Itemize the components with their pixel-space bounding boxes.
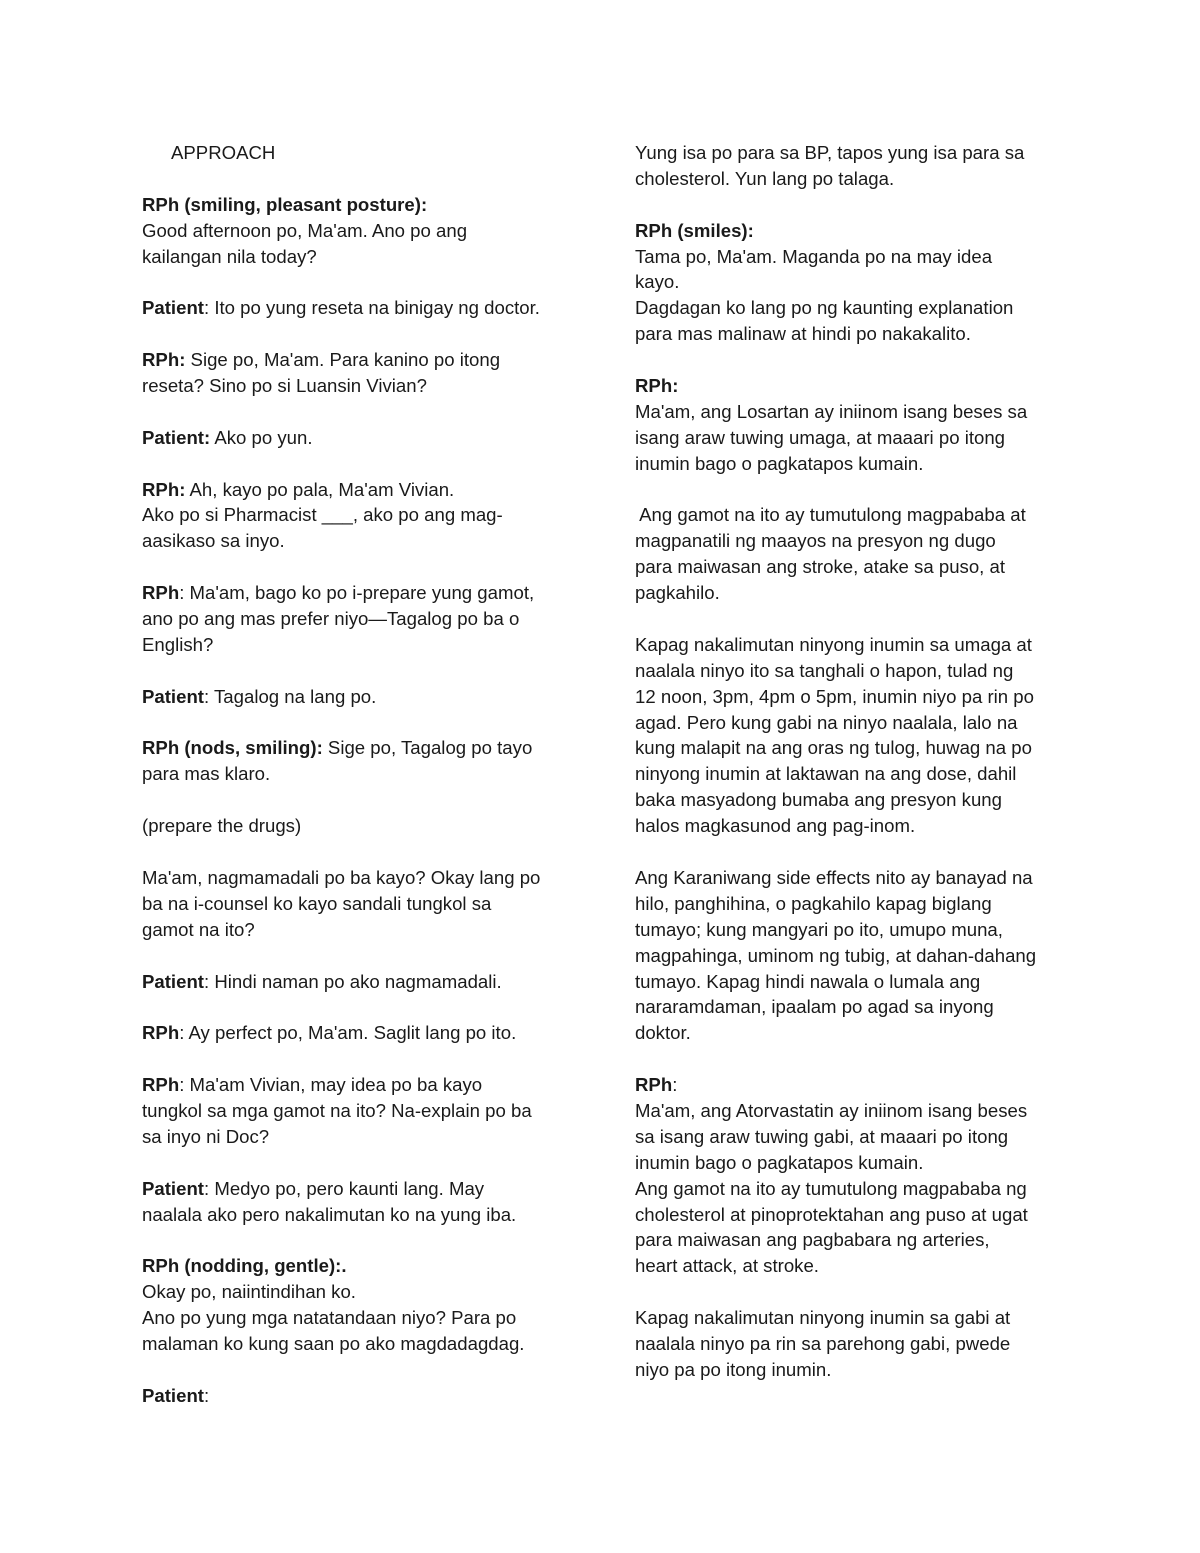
dialogue-line: kung malapit na ang oras ng tulog, huwag na po: [635, 737, 1032, 759]
dialogue-line: Yung isa po para sa BP, tapos yung isa para sa: [635, 142, 1025, 163]
dialogue-line: niyo pa po itong inumin.: [635, 1358, 832, 1380]
dialogue-line: Okay po, naiintindihan ko.: [142, 1281, 356, 1303]
speaker-label: RPh (nodding, gentle):.: [142, 1255, 347, 1277]
dialogue-block: [142, 477, 582, 555]
dialogue-line: malaman ko kung saan po ako magdadagdag.: [142, 1332, 525, 1354]
dialogue-block: [142, 347, 582, 399]
dialogue-line: pagkahilo.: [635, 582, 720, 604]
dialogue-line: Ma'am, ang Losartan ay iniinom isang beses sa: [635, 400, 1028, 422]
dialogue-line: ba na i-counsel ko kayo sandali tungkol sa: [142, 892, 492, 914]
dialogue-block: [635, 502, 1070, 606]
dialogue-line: tumayo; kung mangyari po ito, umupo muna,: [635, 918, 1003, 940]
speaker-label: RPh: [142, 1074, 180, 1096]
dialogue-line: cholesterol at pinoprotektahan ang puso at ugat: [635, 1203, 1028, 1225]
dialogue-block: [142, 295, 582, 321]
dialogue-line: para mas malinaw at hindi po nakakalito.: [635, 323, 971, 345]
dialogue-line: Ako po si Pharmacist ___, ako po ang mag-: [142, 504, 503, 526]
dialogue-block: [142, 1072, 582, 1150]
speaker-label: RPh: [635, 1074, 673, 1096]
dialogue-line: agad. Pero kung gabi na ninyo naalala, lalo na: [635, 711, 1018, 733]
dialogue-line: :: [672, 1074, 678, 1096]
dialogue-line: gamot na ito?: [142, 918, 255, 940]
dialogue-line: para mas klaro.: [142, 763, 271, 785]
dialogue-line: magpahinga, uminom ng tubig, at dahan-dahang: [635, 944, 1037, 966]
left-column: [142, 140, 582, 1409]
dialogue-line: Dagdagan ko lang po ng kaunting explanation: [635, 297, 1014, 319]
dialogue-line: hilo, panghihina, o pagkahilo kapag biglang: [635, 892, 992, 914]
dialogue-line: isang araw tuwing umaga, at maaari po itong: [635, 426, 1006, 448]
dialogue-block: [142, 735, 582, 787]
speaker-label: RPh: [142, 582, 180, 604]
dialogue-line: sa inyo ni Doc?: [142, 1125, 270, 1147]
speaker-label: RPh:: [142, 478, 186, 500]
dialogue-block: [635, 1305, 1070, 1383]
dialogue-line: sa isang araw tuwing gabi, at maaari po itong: [635, 1125, 1009, 1147]
dialogue-block: [635, 1072, 1070, 1279]
dialogue-block: [142, 1020, 582, 1046]
dialogue-line: : Ay perfect po, Ma'am. Saglit lang po ito.: [179, 1022, 517, 1044]
dialogue-block: [635, 632, 1070, 839]
dialogue-line: : Tagalog na lang po.: [204, 685, 377, 707]
speaker-label: RPh (smiles):: [635, 219, 754, 241]
dialogue-line: Ang gamot na ito ay tumutulong magpababa ng: [635, 1177, 1027, 1199]
dialogue-line: Ang gamot na ito ay tumutulong magpababa at: [635, 504, 1026, 526]
dialogue-block: [142, 580, 582, 658]
dialogue-line: : Ma'am, bago ko po i-prepare yung gamot,: [179, 582, 535, 604]
speaker-label: Patient: [142, 685, 204, 707]
dialogue-line: kailangan nila today?: [142, 245, 317, 267]
dialogue-line: naalala ninyo pa rin sa parehong gabi, pwede: [635, 1332, 1011, 1354]
dialogue-line: nararamdaman, ipaalam po agad sa inyong: [635, 996, 994, 1018]
dialogue-block: [142, 192, 582, 270]
dialogue-line: magpanatili ng maayos na presyon ng dugo: [635, 530, 996, 552]
speaker-label: Patient: [142, 1177, 204, 1199]
dialogue-line: para maiwasan ang stroke, atake sa puso, at: [635, 556, 1006, 578]
dialogue-line: Ano po yung mga natatandaan niyo? Para po: [142, 1307, 517, 1329]
dialogue-line: Sige po, Tagalog po tayo: [322, 737, 533, 759]
speaker-label: RPh:: [142, 349, 186, 371]
dialogue-line: ano po ang mas prefer niyo—Tagalog po ba o: [142, 608, 520, 630]
dialogue-block: [635, 218, 1070, 347]
dialogue-line: (prepare the drugs): [142, 815, 302, 837]
dialogue-line: ninyong inumin at laktawan na ang dose, dahil: [635, 763, 1017, 785]
dialogue-block: [142, 865, 582, 943]
dialogue-block: [142, 1253, 582, 1357]
dialogue-line: cholesterol. Yun lang po talaga.: [635, 167, 895, 189]
dialogue-line: 12 noon, 3pm, 4pm o 5pm, inumin niyo pa rin po: [635, 685, 1034, 707]
dialogue-line: English?: [142, 633, 214, 655]
dialogue-line: Ma'am, nagmamadali po ba kayo? Okay lang po: [142, 866, 541, 888]
dialogue-line: Ma'am, ang Atorvastatin ay iniinom isang beses: [635, 1099, 1028, 1121]
dialogue-line: Kapag nakalimutan ninyong inumin sa umaga at: [635, 633, 1032, 655]
speaker-label: Patient: [142, 970, 204, 992]
speaker-label: Patient:: [142, 426, 211, 448]
dialogue-line: Good afternoon po, Ma'am. Ano po ang: [142, 219, 468, 241]
speaker-label: Patient: [142, 1384, 204, 1406]
right-column: [635, 140, 1070, 1383]
dialogue-line: naalala ako pero nakalimutan ko na yung iba.: [142, 1203, 517, 1225]
dialogue-line: doktor.: [635, 1022, 691, 1044]
dialogue-line: :: [204, 1384, 210, 1406]
dialogue-line: reseta? Sino po si Luansin Vivian?: [142, 375, 427, 397]
dialogue-block: [142, 1176, 582, 1228]
dialogue-line: para maiwasan ang pagbabara ng arteries,: [635, 1229, 990, 1251]
dialogue-line: : Medyo po, pero kaunti lang. May: [204, 1177, 485, 1199]
dialogue-line: aasikaso sa inyo.: [142, 530, 285, 552]
dialogue-line: : Ito po yung reseta na binigay ng doctor.: [204, 297, 540, 319]
dialogue-block: [635, 865, 1070, 1046]
speaker-label: Patient: [142, 297, 204, 319]
speaker-label: RPh (smiling, pleasant posture):: [142, 193, 428, 215]
dialogue-block: [142, 969, 582, 995]
dialogue-line: kayo.: [635, 271, 680, 293]
dialogue-block: [635, 373, 1070, 477]
section-heading: APPROACH: [171, 142, 276, 163]
dialogue-line: tumayo. Kapag hindi nawala o lumala ang: [635, 970, 981, 992]
dialogue-line: inumin bago o pagkatapos kumain.: [635, 452, 924, 474]
dialogue-block: [142, 684, 582, 710]
speaker-label: RPh (nods, smiling):: [142, 737, 323, 759]
dialogue-line: tungkol sa mga gamot na ito? Na-explain po ba: [142, 1099, 532, 1121]
dialogue-line: Ang Karaniwang side effects nito ay banayad na: [635, 866, 1033, 888]
dialogue-block: [142, 1383, 582, 1409]
dialogue-line: baka masyadong bumaba ang presyon kung: [635, 789, 1002, 811]
dialogue-line: Ah, kayo po pala, Ma'am Vivian.: [185, 478, 455, 500]
speaker-label: RPh:: [635, 375, 679, 397]
stage-direction: [142, 813, 582, 839]
dialogue-line: halos magkasunod ang pag-inom.: [635, 815, 916, 837]
dialogue-line: : Ma'am Vivian, may idea po ba kayo: [179, 1074, 483, 1096]
dialogue-line: naalala ninyo ito sa tanghali o hapon, tulad ng: [635, 659, 1014, 681]
dialogue-block: [635, 140, 1070, 192]
dialogue-line: : Hindi naman po ako nagmamadali.: [204, 970, 502, 992]
dialogue-line: Ako po yun.: [210, 426, 313, 448]
dialogue-block: [142, 425, 582, 451]
dialogue-line: inumin bago o pagkatapos kumain.: [635, 1151, 924, 1173]
speaker-label: RPh: [142, 1022, 180, 1044]
dialogue-line: Tama po, Ma'am. Maganda po na may idea: [635, 245, 993, 267]
dialogue-line: heart attack, at stroke.: [635, 1255, 819, 1277]
dialogue-line: Sige po, Ma'am. Para kanino po itong: [185, 349, 501, 371]
dialogue-line: Kapag nakalimutan ninyong inumin sa gabi at: [635, 1307, 1011, 1329]
